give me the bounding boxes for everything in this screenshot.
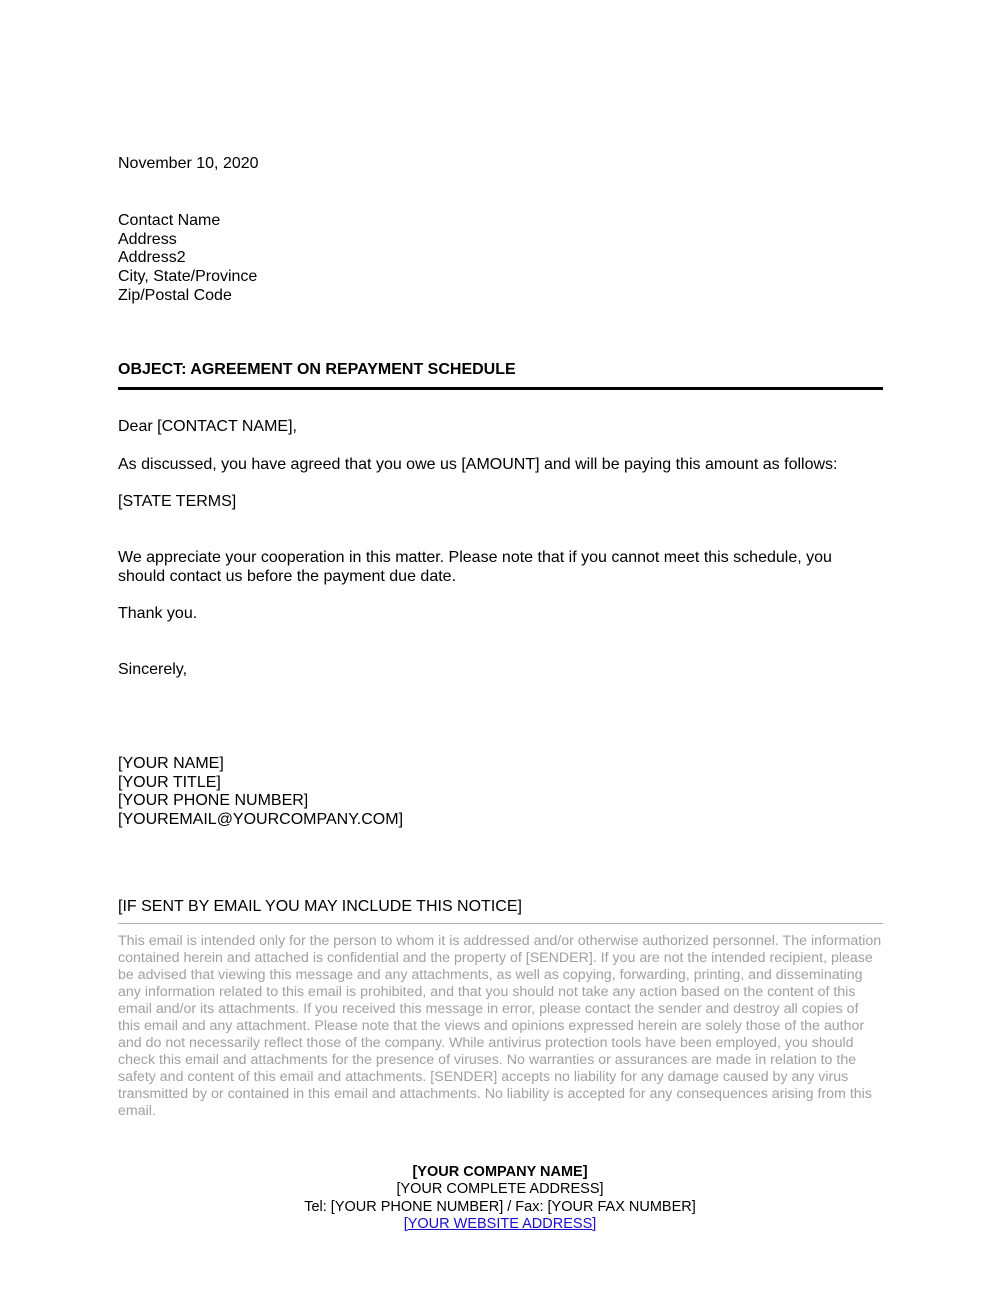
letter-thanks: Thank you. — [118, 605, 198, 622]
letter-subject: OBJECT: AGREEMENT ON REPAYMENT SCHEDULE — [118, 361, 516, 378]
signature-title: [YOUR TITLE] — [118, 773, 221, 791]
recipient-contact-name: Contact Name — [118, 212, 221, 229]
letter-greeting: Dear [CONTACT NAME], — [118, 418, 297, 435]
notice-divider — [118, 923, 883, 924]
email-disclaimer-text: This email is intended only for the person to whom it is addressed and/or otherwise authorized personnel. The information contained herein and attached is confidential and the property of [SENDER]. If you are not the intended recipient, please be advised that viewing this message and any attachments, as well as copying, forwarding, printing, and disseminating any information related to this email is prohibited, and that you should not take any action based on the content of this email and/or its attachments. If you received this message in error, please contact the sender and destroy all copies of this email and any attachment. Please note that the views and opinions expressed herein are solely those of the author and do not necessarily reflect those of the company. While antivirus protection tools have been employed, you should check this email and attachments for the presence of viruses. No warranties or assurances are made in relation to the safety and content of this email and attachments. [SENDER] accepts no liability for any damage caused by any virus transmitted by or contained in this email and attachments. No liability is accepted for any consequences arising from this email. — [118, 933, 882, 1119]
footer-company-name: [YOUR COMPANY NAME] — [412, 1164, 588, 1180]
signature-block — [118, 755, 883, 830]
signature-email: [YOUREMAIL@YOURCOMPANY.COM] — [118, 811, 404, 829]
letter-paragraph-2: We appreciate your cooperation in this matter. Please note that if you cannot meet this schedule, you should contact us before the payment due date. — [118, 549, 832, 585]
recipient-address2: Address2 — [118, 249, 186, 267]
letter-date: November 10, 2020 — [118, 155, 259, 172]
letter-paragraph-1: As discussed, you have agreed that you owe us [AMOUNT] and will be paying this amount as follows: — [118, 456, 838, 473]
recipient-address: Address — [118, 230, 177, 248]
subject-divider — [118, 387, 883, 390]
company-footer — [0, 1164, 1000, 1233]
recipient-zip: Zip/Postal Code — [118, 286, 232, 304]
footer-address: [YOUR COMPLETE ADDRESS] — [396, 1181, 604, 1198]
signature-name: [YOUR NAME] — [118, 755, 224, 772]
recipient-city-state: City, State/Province — [118, 268, 258, 286]
email-notice-title: [IF SENT BY EMAIL YOU MAY INCLUDE THIS NOTICE] — [118, 898, 522, 915]
signature-phone: [YOUR PHONE NUMBER] — [118, 792, 309, 810]
recipient-address-block — [118, 212, 883, 305]
footer-website-link[interactable]: [YOUR WEBSITE ADDRESS] — [403, 1215, 597, 1232]
letter-terms: [STATE TERMS] — [118, 493, 237, 510]
footer-contact-line: Tel: [YOUR PHONE NUMBER] / Fax: [YOUR FAX NUMBER] — [304, 1198, 696, 1215]
letter-closing: Sincerely, — [118, 661, 188, 678]
